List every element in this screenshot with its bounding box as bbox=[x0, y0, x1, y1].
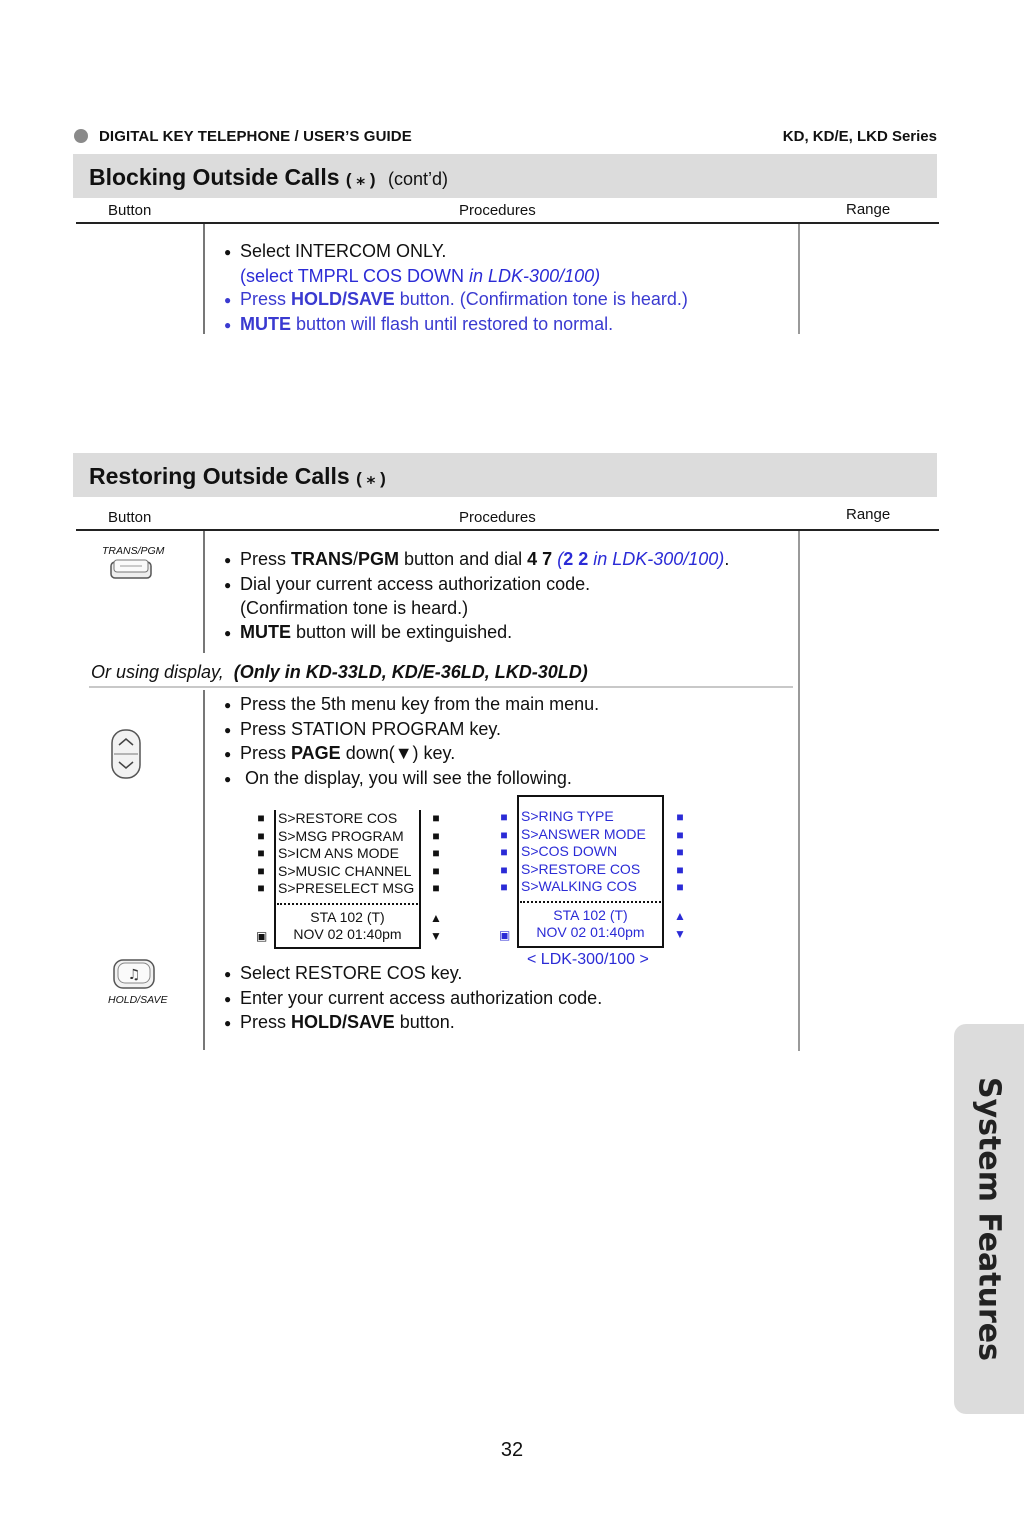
list-item: ● On the display, you will see the following. bbox=[224, 767, 572, 788]
table-top-rule bbox=[76, 222, 939, 224]
list-item: (select TMPRL COS DOWN in LDK-300/100) bbox=[240, 265, 601, 286]
lcd-left-softkeys: ■ ■ ■ ■ ■ bbox=[500, 810, 508, 894]
list-item: ● Press HOLD/SAVE button. bbox=[224, 1012, 455, 1032]
list-item: ● Enter your current access authorization code. bbox=[224, 987, 603, 1008]
list-item: ● Press the 5th menu key from the main menu. bbox=[224, 694, 600, 714]
section-blocking-title bbox=[89, 164, 448, 191]
or-using-display-note: Or using display, (Only in KD-33LD, KD/E-36LD, LKD-30LD) bbox=[91, 662, 588, 682]
column-divider bbox=[798, 531, 800, 1051]
contd-label: (cont’d) bbox=[387, 169, 448, 189]
list-item: (Confirmation tone is heard.) bbox=[240, 598, 469, 618]
lcd-display-kd bbox=[274, 810, 421, 949]
header-guide-title: DIGITAL KEY TELEPHONE / USER’S GUIDE bbox=[99, 128, 412, 145]
header-series: KD, KD/E, LKD Series bbox=[782, 128, 937, 145]
lcd-right-softkeys: ■ ■ ■ ■ ■ bbox=[676, 810, 684, 894]
section-restoring-title bbox=[89, 463, 386, 490]
page-number: 32 bbox=[500, 1439, 524, 1461]
column-procedures-header: Procedures bbox=[459, 509, 536, 526]
svg-text:♫: ♫ bbox=[127, 967, 141, 983]
display-procedures bbox=[224, 693, 794, 791]
hold-save-key-icon bbox=[112, 958, 156, 992]
list-item: ● MUTE button will flash until restored to normal. bbox=[224, 313, 614, 334]
table-top-rule bbox=[76, 529, 939, 531]
scroll-key-icon bbox=[108, 728, 144, 780]
column-procedures-header: Procedures bbox=[459, 202, 536, 219]
list-item: ● Select RESTORE COS key. bbox=[224, 963, 463, 983]
restoring-procedures bbox=[224, 548, 794, 645]
lcd-datetime: NOV 02 01:40pm bbox=[536, 924, 645, 940]
lcd-display-ldk bbox=[517, 795, 664, 948]
chapter-tab-label: System Features bbox=[971, 1077, 1007, 1361]
column-divider bbox=[203, 690, 205, 1050]
list-item: ● Dial your current access authorization code. bbox=[224, 573, 591, 594]
list-item: ● Press TRANS/PGM button and dial 4 7 (2 2 in LDK-300/100). bbox=[224, 549, 730, 569]
lcd-left-softkeys: ■ ■ ■ ■ ■ bbox=[257, 811, 265, 895]
menu-key-icon: ▣ bbox=[499, 928, 511, 942]
scroll-arrows-icon: ▲ ▼ bbox=[430, 911, 442, 943]
trans-pgm-key-icon bbox=[110, 558, 154, 580]
column-button-header: Button bbox=[108, 509, 152, 526]
star-mark: ( ⁎ ) bbox=[356, 469, 386, 488]
final-procedures bbox=[224, 962, 794, 1036]
lcd-datetime: NOV 02 01:40pm bbox=[293, 926, 402, 942]
column-range-header: Range bbox=[846, 201, 891, 218]
scroll-arrows-icon: ▲ ▼ bbox=[674, 909, 686, 941]
hold-save-label: HOLD/SAVE bbox=[108, 994, 168, 1006]
lcd-station: STA 102 (T) bbox=[553, 906, 628, 923]
lcd-model-caption: < LDK-300/100 > bbox=[527, 951, 649, 968]
header-bullet-icon bbox=[74, 129, 88, 143]
menu-key-icon: ▣ bbox=[256, 929, 268, 943]
list-item: ● Select INTERCOM ONLY. bbox=[224, 241, 447, 261]
lcd-station: STA 102 (T) bbox=[310, 908, 385, 925]
list-item: ● Press PAGE down(▼) key. bbox=[224, 743, 456, 763]
list-item: ● MUTE button will be extinguished. bbox=[224, 621, 513, 642]
lcd-right-softkeys: ■ ■ ■ ■ ■ bbox=[432, 811, 440, 895]
column-divider bbox=[798, 224, 800, 334]
column-button-header: Button bbox=[108, 202, 152, 219]
chapter-tab bbox=[954, 1024, 1024, 1414]
star-mark: ( ⁎ ) bbox=[345, 170, 376, 189]
column-range-header: Range bbox=[846, 506, 891, 523]
section-title-text: Restoring Outside Calls bbox=[89, 463, 350, 489]
lcd-menu-lines: S>RING TYPE S>ANSWER MODE S>COS DOWN S>RESTORE COS S>WALKING COS bbox=[521, 808, 646, 894]
section-title-text: Blocking Outside Calls bbox=[89, 164, 340, 190]
divider bbox=[89, 686, 793, 688]
column-divider bbox=[203, 224, 205, 334]
list-item: ● Press STATION PROGRAM key. bbox=[224, 718, 502, 739]
column-divider bbox=[203, 531, 205, 653]
list-item: ● Press HOLD/SAVE button. (Confirmation tone is heard.) bbox=[224, 289, 688, 309]
lcd-menu-lines: S>RESTORE COS S>MSG PROGRAM S>ICM ANS MODE S>MUSIC CHANNEL S>PRESELECT MSG bbox=[278, 810, 415, 896]
blocking-procedures bbox=[224, 240, 794, 337]
trans-pgm-label: TRANS/PGM bbox=[102, 545, 165, 557]
